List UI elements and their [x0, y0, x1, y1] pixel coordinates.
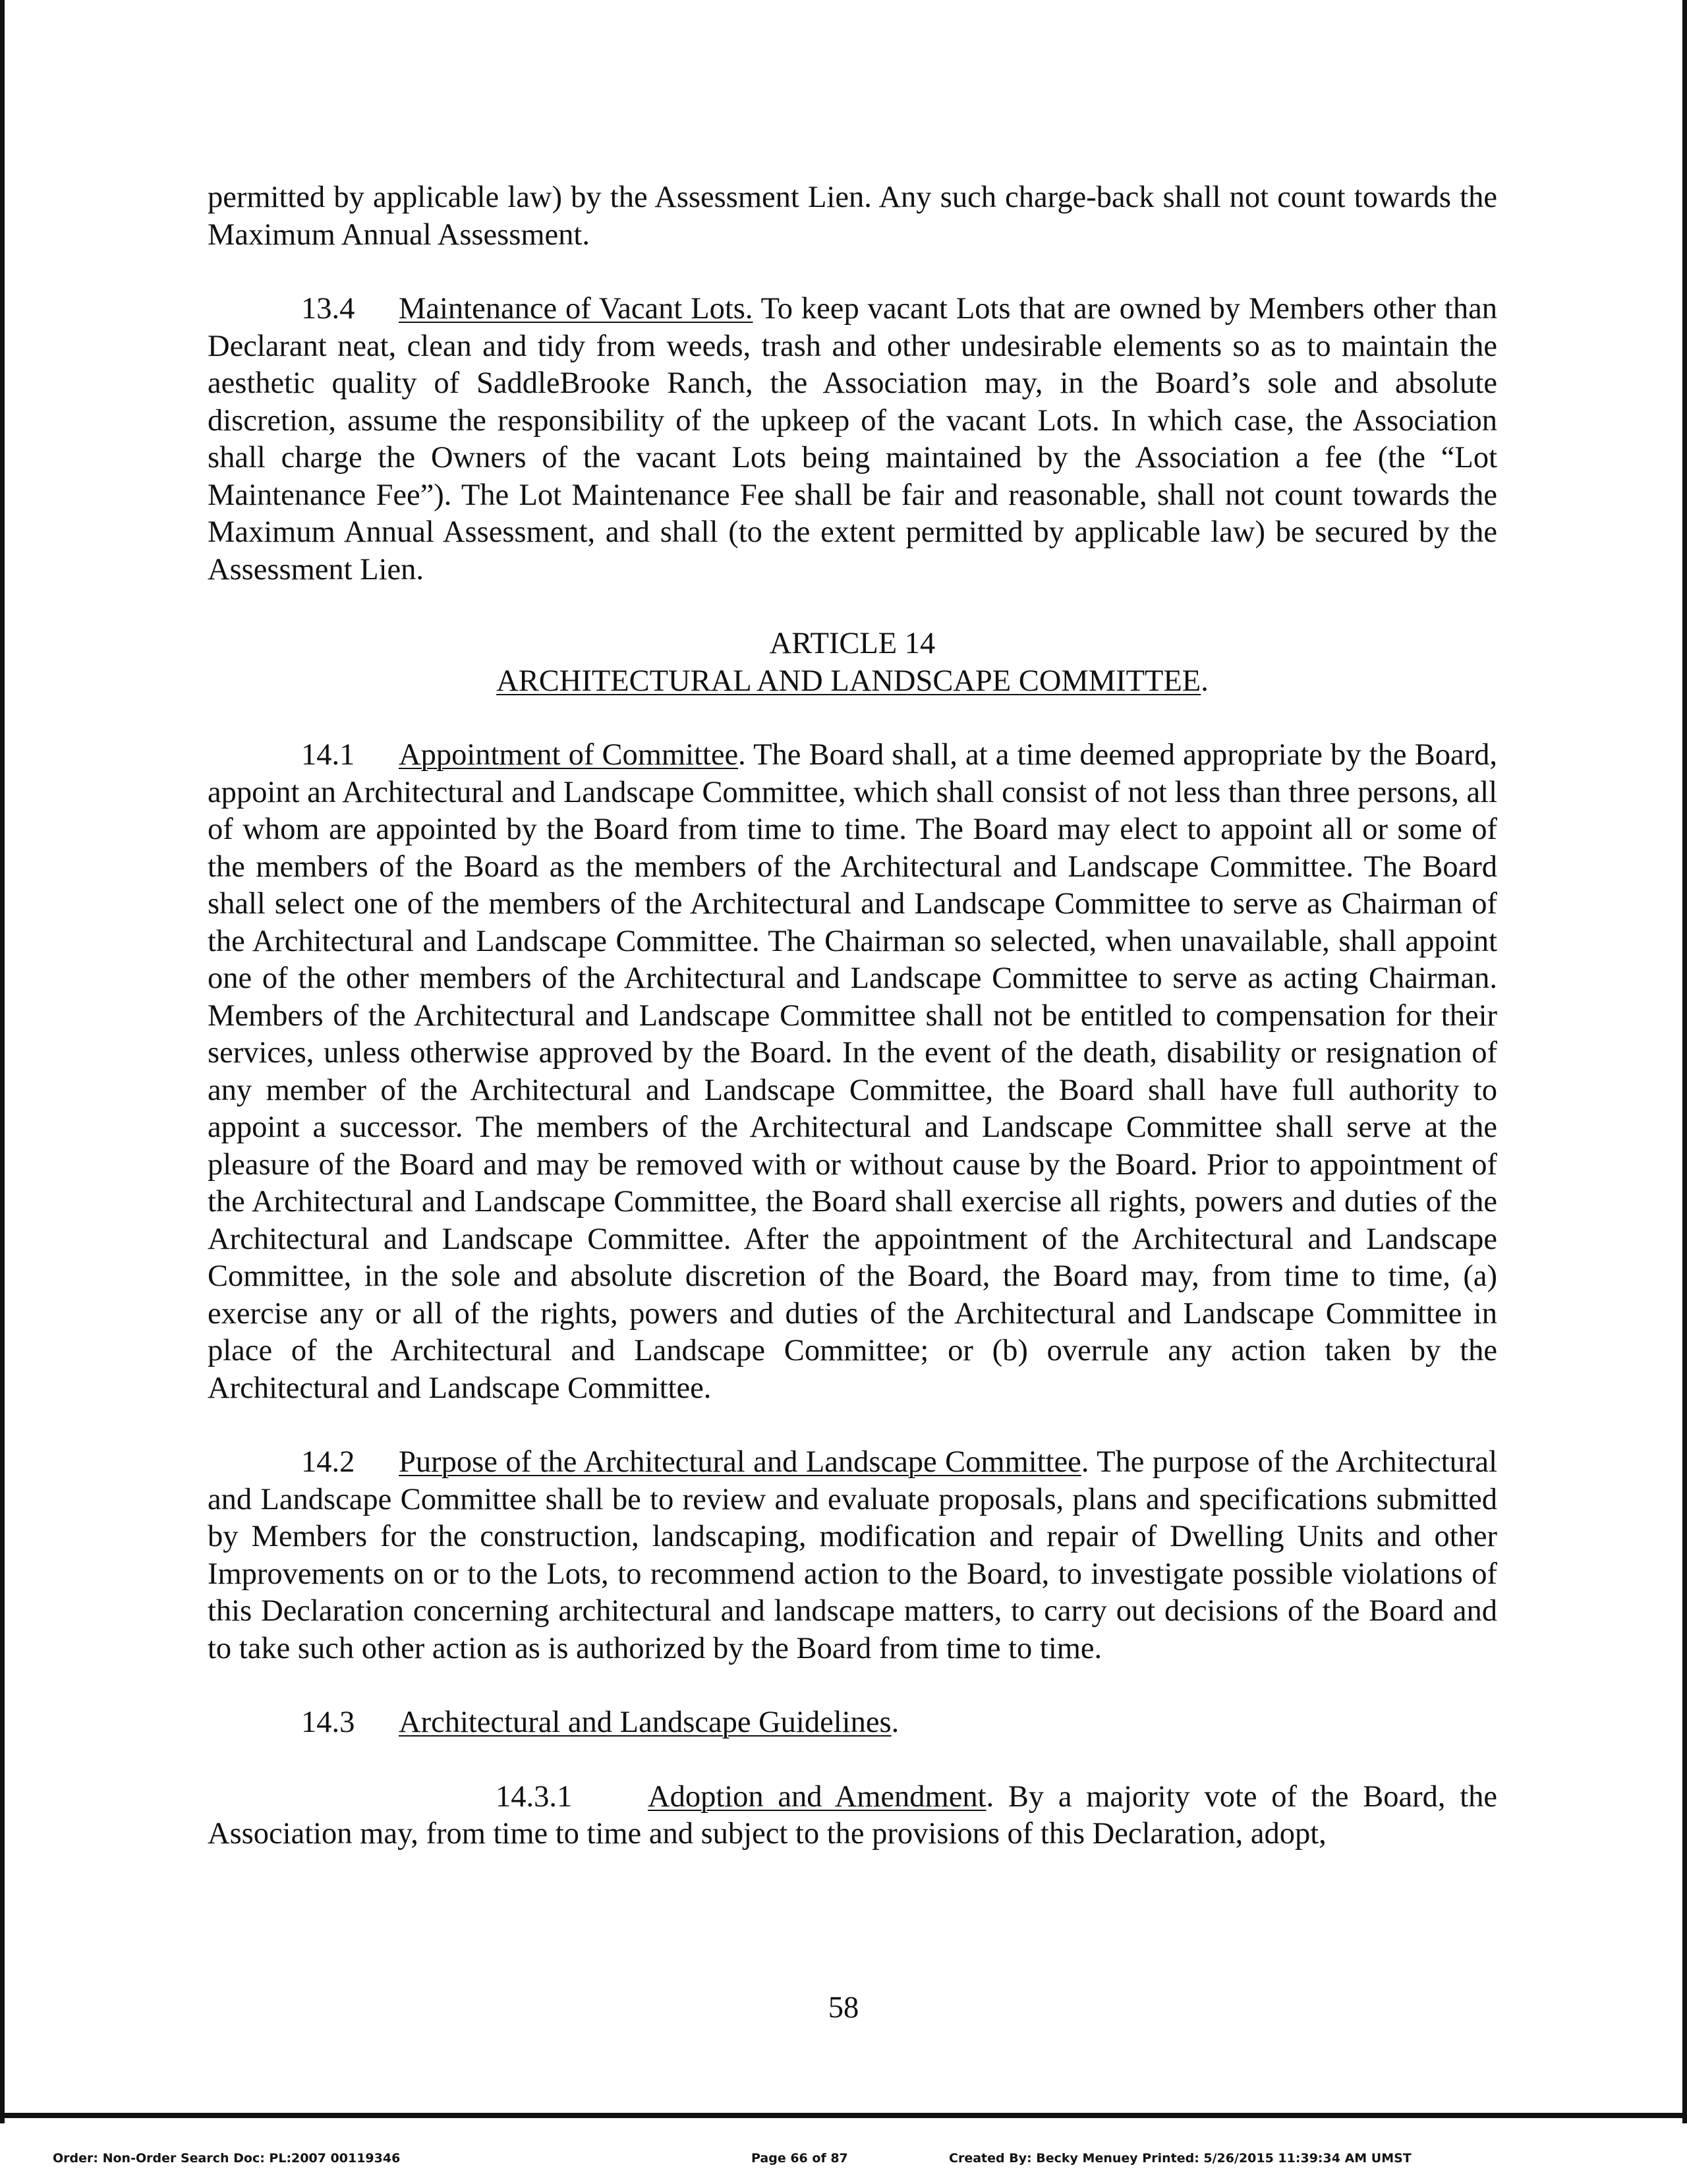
- footer-created-printed: Created By: Becky Menuey Printed: 5/26/2015 11:39:34 AM UMST: [949, 2151, 1412, 2166]
- article-title: ARCHITECTURAL AND LANDSCAPE COMMITTEE: [496, 664, 1201, 698]
- section-body: . The Board shall, at a time deemed appropriate by the Board, appoint an Architectural and Landscape Committee, which shall consist of not less than three persons, all of whom are appointed by the Board from time to time. The Board may elect to appoint all or some of the members of the Board as the members of the Architectural and Landscape Committee. The Board shall select one of the members of the Architectural and Landscape Committee to serve as Chairman of the Architectural and Landscape Committee. The Chairman so selected, when unavailable, shall appoint one of the other members of the Architectural and Landscape Committee to serve as acting Chairman. Members of the Architectural and Landscape Committee shall not be entitled to compensation for their services, unless otherwise approved by the Board. In the event of the death, disability or resignation of any member of the Architectural and Landscape Committee, the Board shall have full authority to appoint a successor. The members of the Architectural and Landscape Committee shall serve at the pleasure of the Board and may be removed with or without cause by the Board. Prior to appointment of the Architectural and Landscape Committee, the Board shall exercise all rights, powers and duties of the Architectural and Landscape Committee. After the appointment of the Architectural and Landscape Committee, in the sole and absolute discretion of the Board, the Board may, from time to time, (a) exercise any or all of the rights, powers and duties of the Architectural and Landscape Committee in place of the Architectural and Landscape Committee; or (b) overrule any action taken by the Architectural and Landscape Committee.: [208, 738, 1497, 1405]
- section-title: Appointment of Committee: [399, 738, 739, 772]
- section-body: To keep vacant Lots that are owned by Members other than Declarant neat, clean and tidy from weeds, trash and other undesirable elements so as to maintain the aesthetic quality of SaddleBrooke Ranch, the Association may, in the Board’s sole and absolute discretion, assume the responsibility of the upkeep of the vacant Lots. In which case, the Association shall charge the Owners of the vacant Lots being maintained by the Association a fee (the “Lot Maintenance Fee”). The Lot Maintenance Fee shall be fair and reasonable, shall not count towards the Maximum Annual Assessment, and shall (to the extent permitted by applicable law) be secured by the Assessment Lien.: [208, 292, 1497, 587]
- section-title: Architectural and Landscape Guidelines: [399, 1706, 892, 1739]
- section-number: 14.3: [301, 1706, 355, 1739]
- section-14-3-1: [208, 1779, 1497, 1853]
- section-title-suffix: .: [891, 1706, 900, 1739]
- section-14-2: [208, 1444, 1497, 1667]
- footer-page-count: Page 66 of 87: [751, 2151, 848, 2166]
- article-number: ARTICLE 14: [769, 627, 936, 660]
- document-body: [208, 179, 1497, 1853]
- article-title-line: [208, 663, 1497, 701]
- section-number: 13.4: [301, 292, 355, 326]
- section-title: Maintenance of Vacant Lots.: [399, 292, 753, 326]
- section-14-3: [208, 1704, 1497, 1742]
- section-body: . The purpose of the Architectural and Landscape Committee shall be to review and evaluate proposals, plans and specifications submitted by Members for the construction, landscaping, modification and repair of Dwelling Units and other Improvements on or to the Lots, to recommend action to the Board, to investigate possible violations of this Declaration concerning architectural and landscape matters, to carry out decisions of the Board and to take such other action as is authorized by the Board from time to time.: [208, 1445, 1497, 1665]
- section-title: Adoption and Amendment: [648, 1779, 986, 1814]
- section-14-1: [208, 737, 1497, 1407]
- section-title: Purpose of the Architectural and Landscape Committee: [399, 1445, 1081, 1479]
- section-number: 14.3.1: [496, 1779, 573, 1814]
- section-number: 14.1: [301, 738, 355, 772]
- footer-order-info: Order: Non-Order Search Doc: PL:2007 00119346: [53, 2151, 401, 2166]
- page-border-right: [1682, 0, 1687, 2123]
- section-body: . By a majority vote of the Board, the Association may, from time to time and subject to the provisions of this Declaration, adopt,: [208, 1779, 1497, 1851]
- section-13-4: [208, 291, 1497, 589]
- intro-paragraph: permitted by applicable law) by the Assessment Lien. Any such charge-back shall not count towards the Maximum Annual Assessment.: [208, 181, 1497, 252]
- article-title-suffix: .: [1201, 664, 1209, 698]
- section-number: 14.2: [301, 1445, 355, 1479]
- page-number: 58: [828, 1991, 859, 2025]
- page-border-left: [0, 0, 5, 2123]
- page-border-bottom: [0, 2113, 1687, 2118]
